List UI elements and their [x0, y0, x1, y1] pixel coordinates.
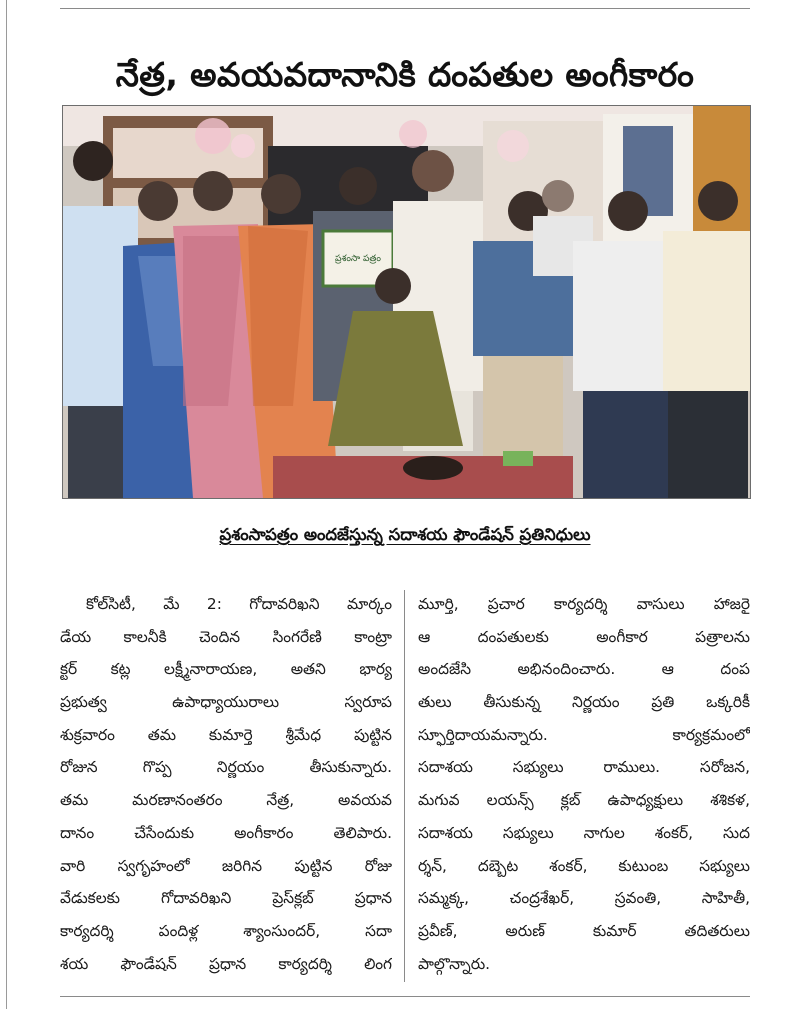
- body-line: సదాశయ సభ్యులు రాములు. సరోజన,: [418, 758, 750, 777]
- body-line: అందజేసి అభినందించారు. ఆ దంప: [418, 660, 750, 679]
- body-line: ర్శన్‌, దబ్బెట శంకర్‌, కుటుంబ సభ్యులు: [418, 856, 750, 875]
- top-divider: [60, 8, 750, 9]
- body-line: వారి స్వగృహంలో జరిగిన పుట్టిన రోజు: [60, 856, 392, 875]
- body-line: ప్రవీణ్‌, అరుణ్‌ కుమార్‌ తదితరులు: [418, 921, 750, 940]
- body-line: పాల్గొన్నారు.: [418, 954, 491, 973]
- bottom-divider: [60, 996, 750, 997]
- body-line: మగువ లయన్స్‌ క్లబ్‌ ఉపాధ్యక్షులు శశికళ,: [418, 791, 750, 810]
- body-line: తులు తీసుకున్న నిర్ణయం ప్రతి ఒక్కరికీ: [418, 693, 750, 712]
- body-line: డేయ కాలనీకి చెందిన సింగరేణి కాంట్రా: [60, 627, 392, 646]
- body-line: దానం చేసేందుకు అంగీకారం తెలిపారు.: [60, 823, 392, 842]
- article-column-left: [60, 588, 392, 984]
- article-headline: నేత్ర, అవయవదానానికి దంపతుల అంగీకారం: [115, 55, 695, 95]
- body-line: సమ్మక్క, చంద్రశేఖర్‌, స్రవంతి, సాహితీ,: [418, 889, 750, 908]
- body-line: శుక్రవారం తమ కుమార్తె శ్రీమేధ పుట్టిన: [60, 725, 392, 744]
- certificate-label: ప్రశంసా పత్రం: [334, 254, 382, 264]
- body-line: కార్యదర్శి పందిళ్ల శ్యాంసుందర్‌, సదా: [60, 921, 392, 940]
- body-line: రోజున గొప్ప నిర్ణయం తీసుకున్నారు.: [60, 758, 392, 777]
- body-line: శయ ఫౌండేషన్‌ ప్రధాన కార్యదర్శి లింగ: [60, 954, 392, 973]
- body-line: సదాశయ సభ్యులు నాగుల శంకర్‌, సుద: [418, 823, 750, 842]
- article-column-right: [418, 588, 750, 984]
- body-line: క్టర్‌ కట్ల లక్ష్మీనారాయణ, అతని భార్య: [60, 660, 392, 679]
- photo-caption: ప్రశంసాపత్రం అందజేస్తున్న సదాశయ ఫౌండేషన్‌ ప్రతినిధులు: [219, 525, 591, 544]
- page-left-border: [6, 0, 7, 1009]
- column-divider: [404, 590, 405, 982]
- body-line: తమ మరణానంతరం నేత్ర, అవయవ: [60, 791, 392, 810]
- body-line: స్ఫూర్తిదాయమన్నారు. కార్యక్రమంలో: [418, 725, 750, 744]
- body-line: ఆ దంపతులకు అంగీకార పత్రాలను: [418, 627, 750, 646]
- article-photo: [62, 105, 751, 499]
- group-photo-illustration: [63, 106, 750, 498]
- body-line: కోల్‌సిటీ, మే 2: గోదావరిఖని మార్కం: [86, 595, 392, 613]
- body-line: మూర్తి, ప్రచార కార్యదర్శి వాసులు హాజరై: [418, 595, 750, 613]
- body-line: వేడుకలకు గోదావరిఖని ప్రెస్‌క్లబ్‌ ప్రధాన: [60, 889, 392, 908]
- body-line: ప్రభుత్వ ఉపాధ్యాయురాలు స్వరూప: [60, 693, 392, 712]
